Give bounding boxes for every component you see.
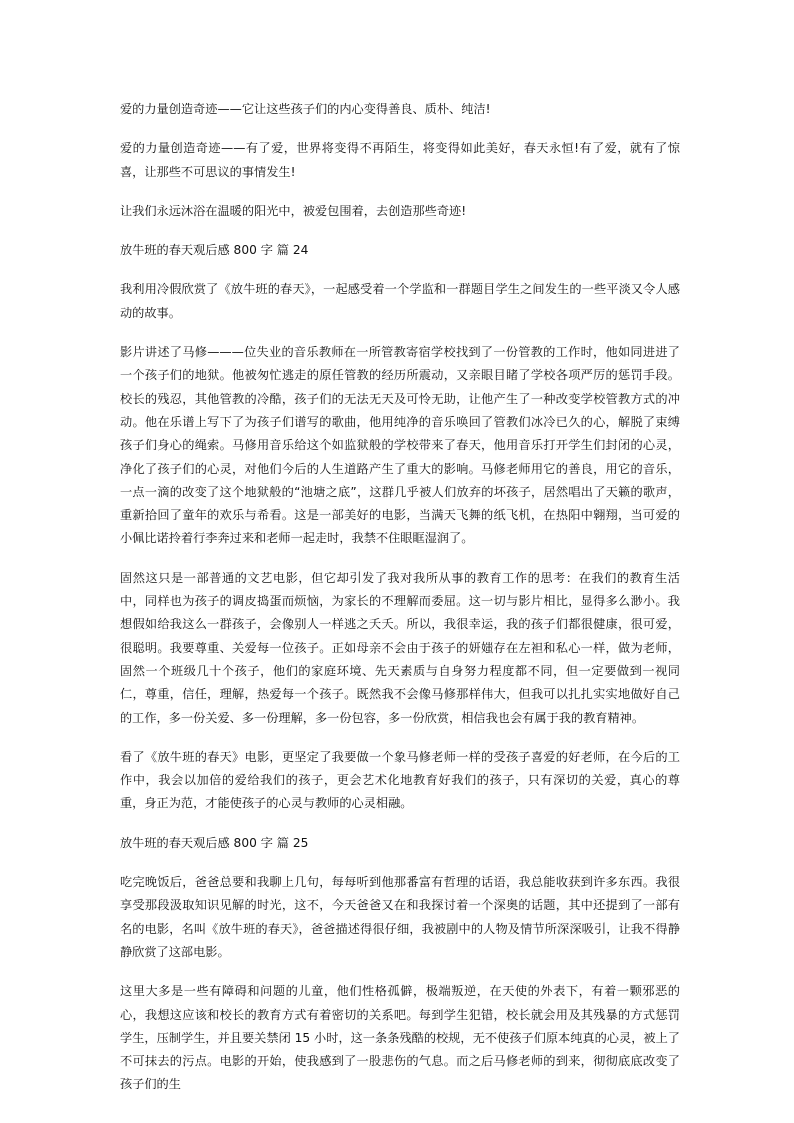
paragraph-love-miracle-2: 爱的力量创造奇迹——有了爱，世界将变得不再陌生，将变得如此美好，春天永恒!有了爱，就有了惊喜，让那些不可思议的事情发生! — [120, 141, 680, 179]
section-heading-25: 放牛班的春天观后感 800 字 篇 25 — [120, 835, 309, 850]
paragraph-love-miracle-1: 爱的力量创造奇迹——它让这些孩子们的内心变得善良、质朴、纯洁! — [120, 102, 491, 116]
document-body — [120, 98, 680, 1113]
paragraph-reflection: 固然这只是一部普通的文艺电影，但它却引发了我对我所从事的教育工作的思考：在我们的教育生活中，同样也为孩子的调皮捣蛋而烦恼，为家长的不理解而委屈。这一切与影片相比，显得多么渺小。我想假如给我这么一群孩子，会像别人一样逃之夭夭。所以，我很幸运，我的孩子们都很健康，很可爱，很聪明。我要尊重、关爱每一位孩子。正如母亲不会由于孩子的妍媸存在左袒和私心一样，做为老师，固然一个班级几十个孩子，他们的家庭环境、先天素质与自身努力程度都不同，但一定要做到一视同仁，尊重，信任，理解，热爱每一个孩子。既然我不会像马修那样伟大，但我可以扎扎实实地做好自己的工作，多一份关爱、多一份理解，多一份包容，多一份欣赏，相信我也会有属于我的教育精神。 — [120, 570, 680, 725]
paragraph-conclusion-24: 看了《放牛班的春天》电影，更坚定了我要做一个象马修老师一样的受孩子喜爱的好老师，在今后的工作中，我会以加倍的爱给我们的孩子，更会艺术化地教育好我们的孩子，只有深切的关爱，真心的尊重，身正为范，才能使孩子的心灵与教师的心灵相融。 — [120, 749, 680, 811]
paragraph-intro-24: 我利用冷假欣赏了《放牛班的春天》，一起感受着一个学监和一群题目学生之间发生的一些平淡又令人感动的故事。 — [120, 282, 680, 320]
paragraph-children-25: 这里大多是一些有障碍和问题的儿童，他们性格孤僻，极端叛逆，在天使的外表下，有着一颗邪恶的心，我想这应该和校长的教育方式有着密切的关系吧。每到学生犯错，校长就会用及其残暴的方式惩罚学生，压制学生，并且要关禁闭 15 小时，这一条条残酷的校规，无不使孩子们原本纯真的心灵，被上了不可抹去的污点。电影的开始，使我感到了一股悲伤的气息。而之后马修老师的到来，彻彻底底改变了孩子们的生 — [120, 984, 680, 1092]
section-heading-24: 放牛班的春天观后感 800 字 篇 24 — [120, 243, 309, 258]
paragraph-intro-25: 吃完晚饭后，爸爸总要和我聊上几句，每每听到他那番富有哲理的话语，我总能收获到许多东西。我很享受那段汲取知识见解的时光，这不，今天爸爸又在和我探讨着一个深奥的话题，其中还提到了一部有名的电影，名叫《放牛班的春天》，爸爸描述得很仔细，我被剧中的人物及情节所深深吸引，让我不得静静欣赏了这部电影。 — [120, 875, 680, 959]
paragraph-plot-summary: 影片讲述了马修———位失业的音乐教师在一所管教寄宿学校找到了一份管教的工作时，他如同进进了一个孩子们的地狱。他被匆忙逃走的原任管教的经历所震动，又亲眼目睹了学校各项严厉的惩罚手段。校长的残忍，其他管教的冷酷，孩子们的无法无天及可怜无助，让他产生了一种改变学校管教方式的冲动。他在乐谱上写下了为孩子们谱写的歌曲，他用纯净的音乐唤回了管教们冰冷已久的心，解脱了束缚孩子们身心的绳索。马修用音乐给这个如监狱般的学校带来了春天，他用音乐打开学生们封闭的心灵，净化了孩子们的心灵，对他们今后的人生道路产生了重大的影响。马修老师用它的善良，用它的音乐，一点一滴的改变了这个地狱般的“池塘之底”，这群几乎被人们放弃的坏孩子，居然唱出了天籁的歌声，重新拾回了童年的欢乐与希看。这是一部美好的电影，当满天飞舞的纸飞机，在热阳中翱翔，当可爱的小佩比诺拎着行李奔过来和老师一起走时，我禁不住眼眶湿润了。 — [120, 345, 680, 546]
paragraph-sunshine: 让我们永远沐浴在温暖的阳光中，被爱包围着，去创造那些奇迹! — [120, 203, 467, 218]
